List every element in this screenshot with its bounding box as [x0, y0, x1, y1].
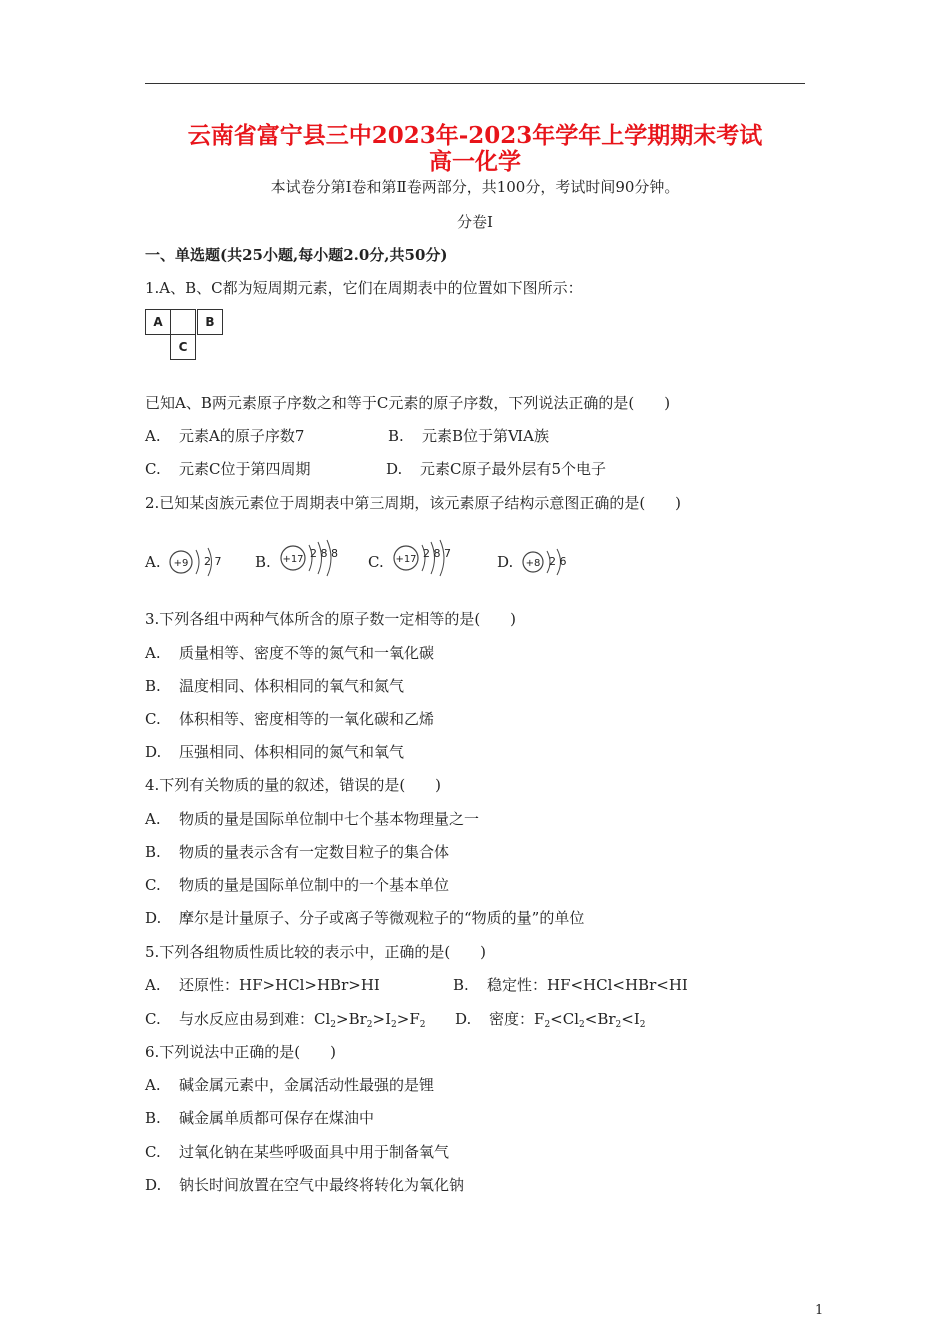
cell-b: B	[197, 309, 223, 335]
q2-option-c-label: C.	[368, 553, 384, 571]
q4-option-c: C. 物质的量是国际单位制中的一个基本单位	[145, 876, 450, 894]
q3-option-c: C. 体积相等、密度相等的一氧化碳和乙烯	[145, 710, 435, 728]
q2-b-nucleus: +17	[282, 554, 304, 565]
q2-d-shells: 2 6	[549, 555, 567, 568]
header-rule	[145, 83, 805, 84]
q5-option-d: D. 密度：$F_2<Cl_2<Br_2<I_2$	[455, 1010, 646, 1030]
part-heading: 一、单选题(共25小题,每小题2.0分,共50分)	[145, 246, 448, 264]
q3-option-b: B. 温度相同、体积相同的氧气和氮气	[145, 677, 405, 695]
q2-atom-diagram-c	[391, 538, 455, 578]
exam-intro: 本试卷分第Ⅰ卷和第Ⅱ卷两部分，共100分，考试时间90分钟。	[270, 178, 680, 196]
q1-option-c: C. 元素C位于第四周期	[145, 460, 311, 478]
q4-stem: 4.下列有关物质的量的叙述，错误的是( )	[145, 776, 442, 794]
q3-option-d: D. 压强相同、体积相同的氮气和氧气	[145, 743, 405, 761]
q6-option-b: B. 碱金属单质都可保存在煤油中	[145, 1109, 375, 1127]
cell-a: A	[145, 309, 171, 335]
cell-empty	[170, 309, 196, 335]
q4-option-d: D. 摩尔是计量原子、分子或离子等微观粒子的“物质的量”的单位	[145, 909, 585, 927]
section-label: 分卷Ⅰ	[457, 213, 493, 231]
q2-b-shells: 2 8 8	[310, 547, 338, 560]
q2-atom-diagram-b	[278, 538, 342, 578]
q1-option-d: D. 元素C原子最外层有5个电子	[386, 460, 607, 478]
q6-option-d: D. 钠长时间放置在空气中最终将转化为氧化钠	[145, 1176, 465, 1194]
q2-stem: 2.已知某卤族元素位于周期表中第三周期，该元素原子结构示意图正确的是( )	[145, 494, 682, 512]
q2-option-d-label: D.	[497, 553, 514, 571]
exam-subject: 高一化学	[429, 148, 521, 175]
q5-option-b: B. 稳定性：HF<HCl<HBr<HI	[453, 976, 688, 994]
q1-stem2: 已知A、B两元素原子序数之和等于C元素的原子序数，下列说法正确的是( )	[145, 394, 671, 412]
q2-c-shells: 2 8 7	[423, 547, 451, 560]
q2-d-nucleus: +8	[525, 558, 541, 569]
q6-option-a: A. 碱金属元素中，金属活动性最强的是锂	[145, 1076, 435, 1094]
q2-atom-diagram-a	[166, 545, 226, 579]
page-number: 1	[815, 1303, 824, 1318]
q4-option-a: A. 物质的量是国际单位制中七个基本物理量之一	[145, 810, 480, 828]
q6-option-c: C. 过氧化钠在某些呼吸面具中用于制备氧气	[145, 1143, 450, 1161]
q5-option-a: A. 还原性：HF>HCl>HBr>HI	[145, 976, 380, 994]
q1-stem: 1.A、B、C都为短周期元素，它们在周期表中的位置如下图所示：	[145, 279, 583, 297]
q4-option-b: B. 物质的量表示含有一定数目粒子的集合体	[145, 843, 450, 861]
q3-stem: 3.下列各组中两种气体所含的原子数一定相等的是( )	[145, 610, 517, 628]
q2-option-b-label: B.	[255, 553, 271, 571]
q5-option-c: C. 与水反应由易到难：$Cl_2>Br_2>I_2>F_2$	[145, 1010, 426, 1030]
q2-a-shells: 2 7	[204, 555, 222, 568]
q1-option-b: B. 元素B位于第ⅥA族	[388, 427, 549, 445]
q5-stem: 5.下列各组物质性质比较的表示中，正确的是( )	[145, 943, 487, 961]
q1-option-a: A. 元素A的原子序数7	[145, 427, 305, 445]
q2-option-a-label: A.	[145, 553, 161, 571]
q6-stem: 6.下列说法中正确的是( )	[145, 1043, 337, 1061]
cell-c: C	[170, 334, 196, 360]
q2-a-nucleus: +9	[173, 558, 189, 569]
q2-atom-diagram-d	[519, 545, 575, 579]
q3-option-a: A. 质量相等、密度不等的氮气和一氧化碳	[145, 644, 435, 662]
exam-title: 云南省富宁县三中2023年-2023年学年上学期期末考试	[187, 122, 763, 149]
q2-c-nucleus: +17	[395, 554, 417, 565]
